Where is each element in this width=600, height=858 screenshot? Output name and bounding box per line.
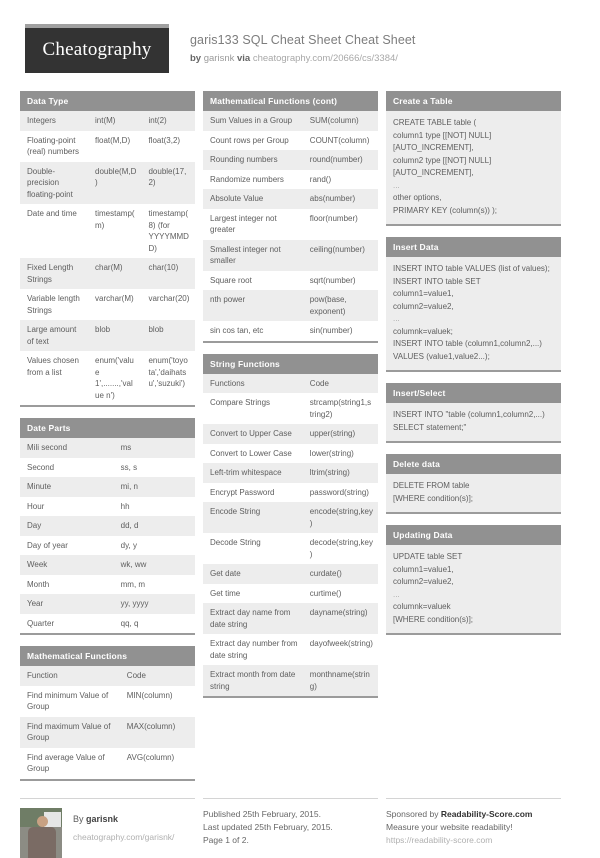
table-cell: Functions xyxy=(203,374,303,394)
table-row xyxy=(20,289,195,320)
block-title-mathematical-functions-cont: Mathematical Functions (cont) xyxy=(203,91,378,111)
table-row xyxy=(20,258,195,289)
table-cell: Minute xyxy=(20,477,114,497)
table-cell: yy, yyyy xyxy=(114,594,195,614)
code-line: column2=value2, xyxy=(393,577,454,586)
table-cell: float(M,D) xyxy=(88,131,141,162)
block-title-date-parts: Date Parts xyxy=(20,418,195,438)
table-row xyxy=(203,170,378,190)
table-cell: Hour xyxy=(20,497,114,517)
table-cell: mi, n xyxy=(114,477,195,497)
code-line: [WHERE condition(s)]; xyxy=(393,493,474,503)
table-cell: Convert to Lower Case xyxy=(203,444,303,464)
table-cell: Convert to Upper Case xyxy=(203,424,303,444)
code-line: ... xyxy=(393,314,400,323)
table-date-parts xyxy=(20,438,195,633)
footer-divider xyxy=(386,798,561,799)
table-cell: Encrypt Password xyxy=(203,483,303,503)
table-cell: Quarter xyxy=(20,614,114,634)
table-cell: hh xyxy=(114,497,195,517)
table-row xyxy=(203,209,378,240)
table-cell: varchar(20) xyxy=(141,289,195,320)
block-body-create-a-table xyxy=(386,111,561,226)
table-row xyxy=(20,477,195,497)
code-line: column1=value1, xyxy=(393,289,454,298)
table-cell: Variable length Strings xyxy=(20,289,88,320)
column-1 xyxy=(20,91,195,792)
last-updated-date: Last updated 25th February, 2015. xyxy=(203,821,333,832)
title-area xyxy=(190,24,416,65)
table-cell: Date and time xyxy=(20,204,88,258)
table-cell: Month xyxy=(20,575,114,595)
block-delete-data xyxy=(386,454,561,514)
table-cell: Find average Value of Group xyxy=(20,748,120,779)
block-data-type xyxy=(20,91,195,407)
table-row xyxy=(203,665,378,696)
code-line: column1=value1, xyxy=(393,564,454,574)
table-cell: MIN(column) xyxy=(120,686,195,717)
table-cell: lower(string) xyxy=(303,444,378,464)
table-mathematical-functions xyxy=(20,666,195,779)
block-date-parts xyxy=(20,418,195,635)
block-title-delete-data: Delete data xyxy=(386,454,561,474)
code-line: columnk=valuek; xyxy=(393,326,453,336)
table-cell: int(2) xyxy=(141,111,195,131)
table-cell: Find minimum Value of Group xyxy=(20,686,120,717)
table-cell: qq, q xyxy=(114,614,195,634)
code-line: columnk=valuek xyxy=(393,602,451,611)
table-cell: encode(string,key) xyxy=(303,502,378,533)
table-row xyxy=(20,516,195,536)
column-2 xyxy=(203,91,378,709)
table-cell: Find maximum Value of Group xyxy=(20,717,120,748)
table-cell: upper(string) xyxy=(303,424,378,444)
footer-author-name[interactable]: garisnk xyxy=(86,813,119,824)
table-row xyxy=(203,111,378,131)
table-cell: strcamp(string1,string2) xyxy=(303,393,378,424)
table-row xyxy=(203,502,378,533)
table-cell: Count rows per Group xyxy=(203,131,303,151)
block-title-string-functions: String Functions xyxy=(203,354,378,374)
table-cell: dy, y xyxy=(114,536,195,556)
logo-text: Cheatography xyxy=(25,28,169,73)
table-cell: Decode String xyxy=(203,533,303,564)
table-cell: pow(base, exponent) xyxy=(303,290,378,321)
table-cell: sin(number) xyxy=(303,321,378,341)
table-cell: curtime() xyxy=(303,584,378,604)
table-row xyxy=(20,320,195,351)
block-body-mathematical-functions xyxy=(20,666,195,781)
table-cell: float(3,2) xyxy=(141,131,195,162)
byline-author[interactable]: garisnk xyxy=(203,53,235,64)
table-cell: decode(string,key) xyxy=(303,533,378,564)
table-cell: enum('value 1',.......,'value n') xyxy=(88,351,141,405)
table-data-type xyxy=(20,111,195,405)
page-header xyxy=(20,24,580,80)
table-row xyxy=(203,131,378,151)
table-row xyxy=(20,594,195,614)
table-row xyxy=(203,444,378,464)
table-row xyxy=(20,497,195,517)
table-cell: password(string) xyxy=(303,483,378,503)
avatar xyxy=(20,808,62,858)
author-profile-link[interactable]: cheatography.com/garisnk/ xyxy=(73,831,175,842)
table-string-functions xyxy=(203,374,378,697)
block-body-delete-data xyxy=(386,474,561,514)
sponsor-tagline: Measure your website readability! xyxy=(386,821,513,832)
block-body-data-type xyxy=(20,111,195,407)
table-row xyxy=(20,614,195,634)
table-row xyxy=(203,150,378,170)
table-cell: Sum Values in a Group xyxy=(203,111,303,131)
code-line: INSERT INTO "table (column1,column2,...) SELECT statement;" xyxy=(393,410,548,432)
table-row xyxy=(203,463,378,483)
table-cell: ltrim(string) xyxy=(303,463,378,483)
table-cell: Smallest integer not smaller xyxy=(203,240,303,271)
sponsor-name[interactable]: Readability-Score.com xyxy=(440,808,533,819)
table-row xyxy=(203,564,378,584)
block-body-insert-select xyxy=(386,403,561,443)
table-cell: round(number) xyxy=(303,150,378,170)
published-date: Published 25th February, 2015. xyxy=(203,808,321,819)
table-row xyxy=(20,162,195,205)
table-row xyxy=(20,438,195,458)
table-cell: AVG(column) xyxy=(120,748,195,779)
table-row xyxy=(20,131,195,162)
column-3 xyxy=(386,91,561,646)
table-row xyxy=(203,290,378,321)
author-name xyxy=(73,813,174,826)
table-row xyxy=(20,686,195,717)
code-line: column1 type [[NOT] NULL] [AUTO_INCREMENT], xyxy=(393,130,494,152)
table-row xyxy=(203,533,378,564)
block-title-data-type: Data Type xyxy=(20,91,195,111)
table-row xyxy=(20,575,195,595)
table-cell: Fixed Length Strings xyxy=(20,258,88,289)
block-body-insert-data xyxy=(386,257,561,372)
table-cell: SUM(column) xyxy=(303,111,378,131)
table-mathematical-functions-cont xyxy=(203,111,378,341)
table-cell: char(M) xyxy=(88,258,141,289)
block-title-updating-data: Updating Data xyxy=(386,525,561,545)
table-cell: Values chosen from a list xyxy=(20,351,88,405)
code-line: INSERT INTO table (column1,column2,...) VALUES (value1,value2...); xyxy=(393,339,545,361)
table-cell: dayname(string) xyxy=(303,603,378,634)
table-row xyxy=(20,351,195,405)
table-cell: mm, m xyxy=(114,575,195,595)
table-row xyxy=(20,748,195,779)
footer-divider xyxy=(203,798,378,799)
block-create-a-table xyxy=(386,91,561,226)
code-line: INSERT INTO table VALUES (list of values); xyxy=(393,264,550,273)
avatar-head-shape xyxy=(37,816,48,827)
code-line: [WHERE condition(s)]; xyxy=(393,614,474,624)
table-cell: Function xyxy=(20,666,120,686)
code-line: ... xyxy=(393,589,400,599)
block-insert-select xyxy=(386,383,561,443)
table-cell: ceiling(number) xyxy=(303,240,378,271)
block-insert-data xyxy=(386,237,561,372)
table-row xyxy=(20,458,195,478)
block-mathematical-functions-cont xyxy=(203,91,378,343)
footer-by-label: By xyxy=(73,813,84,824)
avatar-body-shape xyxy=(28,827,56,858)
sponsor-url[interactable]: https://readability-score.com xyxy=(386,834,493,845)
table-cell: nth power xyxy=(203,290,303,321)
table-cell: floor(number) xyxy=(303,209,378,240)
via-label: via xyxy=(237,53,251,64)
table-cell: Large amount of text xyxy=(20,320,88,351)
code-line: PRIMARY KEY (column(s)) ); xyxy=(393,205,498,215)
table-cell: ms xyxy=(114,438,195,458)
table-cell: Get time xyxy=(203,584,303,604)
table-cell: Get date xyxy=(203,564,303,584)
table-cell: Compare Strings xyxy=(203,393,303,424)
block-updating-data xyxy=(386,525,561,635)
table-row xyxy=(20,666,195,686)
block-string-functions xyxy=(203,354,378,699)
table-row xyxy=(203,374,378,394)
block-body-mathematical-functions-cont xyxy=(203,111,378,343)
table-cell: dd, d xyxy=(114,516,195,536)
table-cell: Encode String xyxy=(203,502,303,533)
table-cell: rand() xyxy=(303,170,378,190)
code-line: UPDATE table SET xyxy=(393,552,463,561)
table-cell: Day xyxy=(20,516,114,536)
table-cell: dayofweek(string) xyxy=(303,634,378,665)
table-cell: Code xyxy=(303,374,378,394)
code-line: DELETE FROM table xyxy=(393,481,470,490)
table-cell: Floating-point (real) numbers xyxy=(20,131,88,162)
table-row xyxy=(203,603,378,634)
sponsor-line xyxy=(386,808,561,821)
table-cell: Extract month from date string xyxy=(203,665,303,696)
table-cell: Week xyxy=(20,555,114,575)
table-cell: COUNT(column) xyxy=(303,131,378,151)
sponsor-prefix: Sponsored by xyxy=(386,808,439,819)
table-cell: abs(number) xyxy=(303,189,378,209)
block-title-insert-select: Insert/Select xyxy=(386,383,561,403)
table-cell: Mili second xyxy=(20,438,114,458)
table-cell: Square root xyxy=(203,271,303,291)
table-cell: double(M,D) xyxy=(88,162,141,205)
author-info xyxy=(73,808,174,858)
table-cell: blob xyxy=(141,320,195,351)
block-mathematical-functions xyxy=(20,646,195,781)
table-row xyxy=(20,555,195,575)
table-cell: Integers xyxy=(20,111,88,131)
table-cell: sin cos tan, etc xyxy=(203,321,303,341)
table-cell: curdate() xyxy=(303,564,378,584)
table-row xyxy=(203,321,378,341)
author-row xyxy=(20,808,195,858)
cheatography-logo[interactable] xyxy=(25,24,169,73)
cheat-sheet-columns xyxy=(20,91,580,792)
table-cell: wk, ww xyxy=(114,555,195,575)
source-url-link[interactable]: cheatography.com/20666/cs/3384/ xyxy=(252,53,398,64)
table-cell: monthname(string) xyxy=(303,665,378,696)
table-cell: Code xyxy=(120,666,195,686)
block-title-insert-data: Insert Data xyxy=(386,237,561,257)
table-cell: enum('toyota','daihatsu','suzuki') xyxy=(141,351,195,405)
table-cell: Absolute Value xyxy=(203,189,303,209)
table-row xyxy=(203,483,378,503)
table-cell: Largest integer not greater xyxy=(203,209,303,240)
table-cell: int(M) xyxy=(88,111,141,131)
table-row xyxy=(20,536,195,556)
table-cell: Rounding numbers xyxy=(203,150,303,170)
table-row xyxy=(20,717,195,748)
code-line: column2=value2, xyxy=(393,301,454,311)
table-cell: sqrt(number) xyxy=(303,271,378,291)
block-title-mathematical-functions: Mathematical Functions xyxy=(20,646,195,666)
table-cell: Left-trim whitespace xyxy=(203,463,303,483)
table-cell: MAX(column) xyxy=(120,717,195,748)
code-line: other options, xyxy=(393,193,442,202)
table-row xyxy=(20,111,195,131)
code-line: ... xyxy=(393,180,400,190)
table-row xyxy=(203,240,378,271)
page-number: Page 1 of 2. xyxy=(203,834,249,845)
byline xyxy=(190,53,416,65)
table-cell: Extract day name from date string xyxy=(203,603,303,634)
block-body-date-parts xyxy=(20,438,195,635)
table-row xyxy=(203,634,378,665)
table-row xyxy=(203,271,378,291)
table-row xyxy=(203,189,378,209)
footer-divider xyxy=(20,798,195,799)
table-cell: double(17,2) xyxy=(141,162,195,205)
table-cell: ss, s xyxy=(114,458,195,478)
code-line: CREATE TABLE table ( xyxy=(393,118,477,127)
table-cell: Randomize numbers xyxy=(203,170,303,190)
code-line: column2 type [[NOT] NULL] [AUTO_INCREMENT], xyxy=(393,155,494,177)
table-row xyxy=(203,424,378,444)
code-line: INSERT INTO table SET xyxy=(393,276,481,286)
table-cell: blob xyxy=(88,320,141,351)
table-cell: Second xyxy=(20,458,114,478)
by-label: by xyxy=(190,53,202,64)
table-row xyxy=(203,393,378,424)
table-row xyxy=(203,584,378,604)
block-title-create-a-table: Create a Table xyxy=(386,91,561,111)
table-cell: timestamp(8) (for YYYYMMDD) xyxy=(141,204,195,258)
page-title: garis133 SQL Cheat Sheet Cheat Sheet xyxy=(190,33,416,47)
table-cell: timestamp(m) xyxy=(88,204,141,258)
table-cell: char(10) xyxy=(141,258,195,289)
table-row xyxy=(20,204,195,258)
table-cell: Extract day number from date string xyxy=(203,634,303,665)
table-cell: Day of year xyxy=(20,536,114,556)
table-cell: Year xyxy=(20,594,114,614)
table-cell: varchar(M) xyxy=(88,289,141,320)
block-body-string-functions xyxy=(203,374,378,699)
block-body-updating-data xyxy=(386,545,561,635)
table-cell: Double-precision floating-point xyxy=(20,162,88,205)
